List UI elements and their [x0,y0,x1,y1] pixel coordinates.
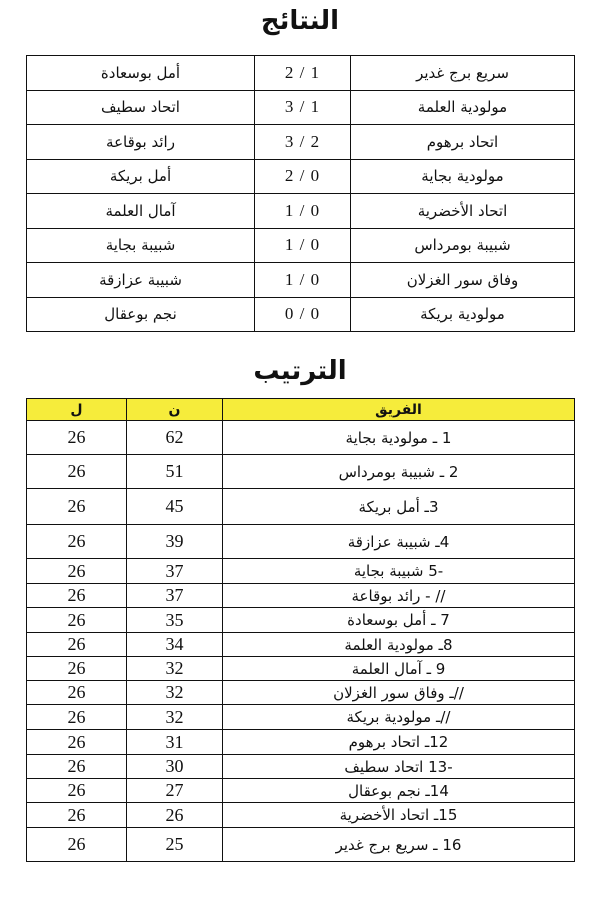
results-title: النتائج [260,6,340,36]
points-value: 51 [127,455,223,489]
result-row [27,263,575,298]
home-team: اتحاد برهوم [351,125,575,160]
standings-title: الترتيب [253,356,347,386]
home-team: وفاق سور الغزلان [351,263,575,298]
home-team: مولودية العلمة [351,90,575,125]
played-value: 26 [27,455,127,489]
points-value: 32 [127,681,223,705]
standings-row [27,421,575,455]
team-name: -5 شبيبة بجاية [223,559,575,584]
standings-row [27,584,575,608]
away-team: أمل بريكة [27,159,255,194]
away-team: شبيبة بجاية [27,228,255,263]
standings-row [27,779,575,803]
standings-body [27,421,575,862]
points-value: 39 [127,525,223,559]
team-name: 12ـ اتحاد برهوم [223,730,575,755]
team-name: 16 ـ سريع برج غدير [223,828,575,862]
played-value: 26 [27,803,127,828]
home-team: مولودية بجاية [351,159,575,194]
results-body [27,56,575,332]
match-score: 1 / 0 [255,194,351,229]
match-score: 1 / 0 [255,228,351,263]
result-row [27,228,575,263]
points-value: 32 [127,657,223,681]
standings-row [27,608,575,633]
away-team: أمل بوسعادة [27,56,255,91]
points-value: 31 [127,730,223,755]
team-name: 4ـ شبيبة عزازقة [223,525,575,559]
result-row [27,159,575,194]
standings-table [26,398,575,862]
team-name: 9 ـ آمال العلمة [223,657,575,681]
away-team: اتحاد سطيف [27,90,255,125]
points-value: 34 [127,633,223,657]
team-name: 7 ـ أمل بوسعادة [223,608,575,633]
standings-row [27,681,575,705]
played-value: 26 [27,730,127,755]
standings-row [27,455,575,489]
played-value: 26 [27,489,127,525]
home-team: اتحاد الأخضرية [351,194,575,229]
standings-row [27,828,575,862]
points-value: 45 [127,489,223,525]
team-name: //ـ مولودية بريكة [223,705,575,730]
standings-row [27,559,575,584]
result-row [27,125,575,160]
away-team: رائد بوقاعة [27,125,255,160]
points-header: ن [127,399,223,421]
points-value: 62 [127,421,223,455]
away-team: شبيبة عزازقة [27,263,255,298]
result-row [27,90,575,125]
team-name: 14ـ نجم بوعقال [223,779,575,803]
team-name: 1 ـ مولودية بجاية [223,421,575,455]
match-score: 2 / 0 [255,159,351,194]
standings-row [27,730,575,755]
team-name: -13 اتحاد سطيف [223,755,575,779]
result-row [27,56,575,91]
away-team: آمال العلمة [27,194,255,229]
points-value: 37 [127,584,223,608]
played-value: 26 [27,584,127,608]
match-score: 3 / 2 [255,125,351,160]
team-name: 15ـ اتحاد الأخضرية [223,803,575,828]
standings-row [27,489,575,525]
standings-row [27,525,575,559]
played-value: 26 [27,657,127,681]
team-name: 2 ـ شبيبة بومرداس [223,455,575,489]
match-score: 2 / 1 [255,56,351,91]
away-team: نجم بوعقال [27,297,255,332]
points-value: 37 [127,559,223,584]
played-value: 26 [27,633,127,657]
points-value: 25 [127,828,223,862]
played-value: 26 [27,559,127,584]
match-score: 1 / 0 [255,263,351,298]
result-row [27,297,575,332]
played-value: 26 [27,828,127,862]
team-name: 3ـ أمل بريكة [223,489,575,525]
standings-row [27,705,575,730]
result-row [27,194,575,229]
played-value: 26 [27,525,127,559]
points-value: 35 [127,608,223,633]
played-header: ل [27,399,127,421]
team-name: //ـ وفاق سور الغزلان [223,681,575,705]
points-value: 30 [127,755,223,779]
home-team: شبيبة بومرداس [351,228,575,263]
team-name: 8ـ مولودية العلمة [223,633,575,657]
home-team: مولودية بريكة [351,297,575,332]
standings-row [27,657,575,681]
played-value: 26 [27,779,127,803]
played-value: 26 [27,705,127,730]
points-value: 26 [127,803,223,828]
played-value: 26 [27,421,127,455]
standings-row [27,633,575,657]
played-value: 26 [27,681,127,705]
standings-row [27,803,575,828]
played-value: 26 [27,608,127,633]
team-header: الفريق [223,399,575,421]
standings-header-row [27,399,575,421]
points-value: 27 [127,779,223,803]
played-value: 26 [27,755,127,779]
team-name: // - رائد بوقاعة [223,584,575,608]
home-team: سريع برج غدير [351,56,575,91]
points-value: 32 [127,705,223,730]
standings-row [27,755,575,779]
match-score: 3 / 1 [255,90,351,125]
match-score: 0 / 0 [255,297,351,332]
results-table [26,55,575,332]
